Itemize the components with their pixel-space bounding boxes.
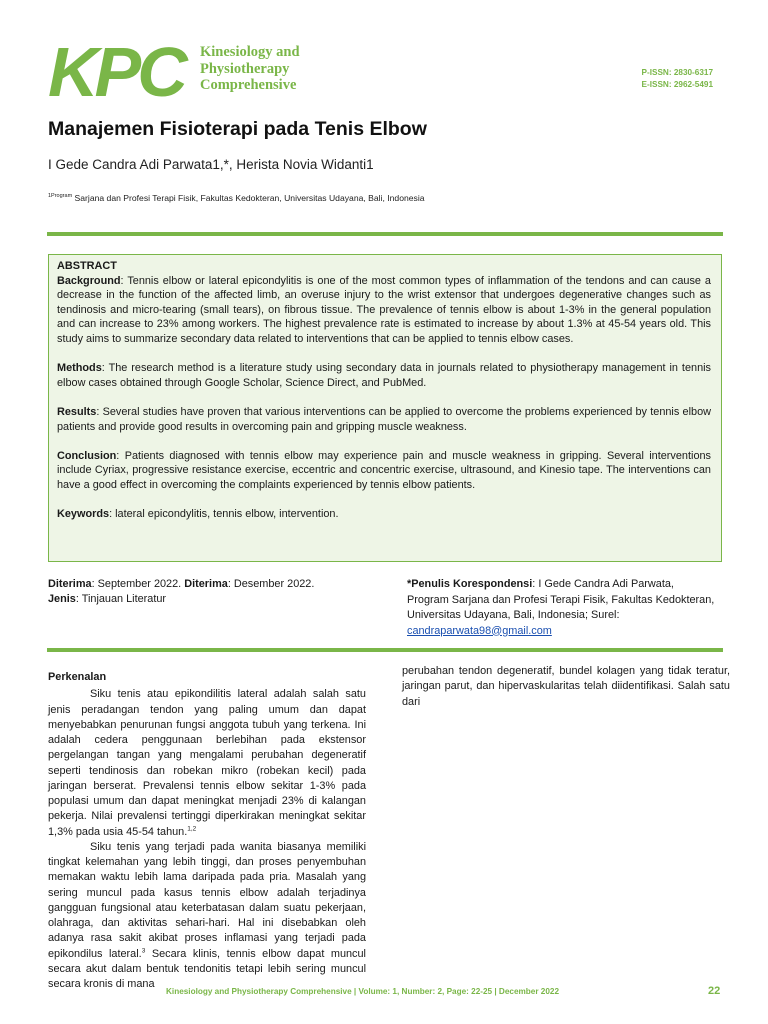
section-heading: Perkenalan (48, 671, 107, 683)
top-divider (47, 232, 723, 236)
abstract-heading: ABSTRACT (57, 260, 117, 272)
page-number: 22 (708, 985, 721, 997)
citation-superscript: 3 (141, 946, 146, 954)
p-issn: P-ISSN: 2830-6317 (641, 68, 713, 77)
affiliation-text: Sarjana dan Profesi Terapi Fisik, Fakultas Kedokteran, Universitas Udayana, Bali, Indonesia (72, 193, 425, 203)
results-text: : Several studies have proven that various interventions can be applied to overcome the problems experienced by tennis elbow patients and provide good results in overcoming pain and gripping muscle weakness. (57, 405, 711, 433)
citation-superscript: 1,2 (187, 824, 197, 832)
logo-line: Comprehensive (200, 77, 297, 93)
results-label: Results (57, 405, 97, 418)
corresponding-text: : I Gede Candra Adi Parwata, Program Sarjana dan Profesi Terapi Fisik, Fakultas Kedokteran, Universitas Udayana, Bali, Indonesia; Surel: (407, 578, 715, 621)
abstract-box (48, 254, 722, 562)
middle-divider (47, 648, 723, 652)
abstract-conclusion (57, 449, 711, 493)
issn-block (642, 67, 713, 91)
article-type: : Tinjauan Literatur (75, 593, 167, 605)
background-text: : Tennis elbow or lateral epicondylitis is one of the most common types of inflammation of the tendons and can cause a decrease in the function of the affected limb, an overuse injury to the wrist extensor that undergoes degenerative changes such as tendinosis and micro-tearing (small tears), on fibrous tissue. The prevalence of tennis elbow is about 1-3% in the general population and can increase to 23% among workers. The highest prevalence rate is estimated to increase by about 1.3% at 45-54 years old. This study aims to summarize secondary data related to interventions that can be applied to tennis elbow cases. (57, 274, 711, 345)
page-footer: Kinesiology and Physiotherapy Comprehensive | Volume: 1, Number: 2, Page: 22-25 | December 2022 (166, 987, 560, 996)
corresponding-label: *Penulis Korespondensi (407, 578, 533, 590)
type-label: Jenis (48, 593, 76, 605)
abstract-background (57, 274, 711, 347)
kpc-logo-mark (48, 38, 198, 102)
e-issn: E-ISSN: 2962-5491 (641, 80, 713, 89)
paragraph-text: Secara klinis, tennis elbow dapat muncul secara akut dalam bentuk tendonitis tetapi lebih sering muncul secara kronis di mana (48, 947, 366, 990)
keywords-text: : lateral epicondylitis, tennis elbow, intervention. (109, 508, 339, 521)
body-paragraph (48, 840, 366, 993)
body-right-column (402, 664, 730, 710)
methods-label: Methods (57, 362, 102, 375)
abstract-keywords (57, 507, 711, 522)
logo-line: Kinesiology and (200, 44, 300, 60)
corresponding-author (407, 577, 717, 639)
logo-letters: KPC (48, 38, 184, 102)
paragraph-text: Siku tenis atau epikondilitis lateral adalah salah satu jenis peradangan tendon yang paling umum dan dapat menyebabkan penurunan fungsi anggota tubuh yang terkena. Ini adalah cedera penggunaan berlebihan pada ekstensor pergelangan tangan yang mengalami perubahan degeneratif seperti tendinosis dan robekan mikro (robekan kecil) pada jaringan berserat. Prevalensi tennis elbow sekitar 1-3% pada populasi umum dan dapat meningkat menjadi 23% di kalangan pekerja. Nilai prevalensi tertinggi diperkirakan meningkat sekitar 1,3% pada usia 45-54 tahun. (48, 688, 366, 838)
logo-journal-name (200, 44, 320, 94)
article-dates (48, 577, 314, 607)
conclusion-text: : Patients diagnosed with tennis elbow may experience pain and muscle weakness in gripping. Several interventions include Cyriax, progressive resistance exercise, eccentric and concentric exercise, ultrasound, and Kinesio tape. The interventions can have a good effect in overcoming the complaints experienced by tennis elbow patients. (57, 449, 711, 491)
body-paragraph: perubahan tendon degeneratif, bundel kolagen yang tidak teratur, jaringan parut, dan hipervaskularitas telah diidentifikasi. Salah satu dari (402, 665, 730, 708)
background-label: Background (57, 274, 121, 287)
body-paragraph (48, 687, 366, 840)
received-date: : September 2022. (91, 578, 185, 590)
journal-logo (48, 38, 308, 108)
received-label: Diterima (48, 578, 92, 590)
abstract-methods (57, 361, 711, 390)
accepted-date: : Desember 2022. (227, 578, 315, 590)
body-left-column (48, 670, 366, 992)
keywords-label: Keywords (57, 508, 110, 521)
article-affiliation (48, 193, 425, 203)
abstract-results (57, 405, 711, 434)
conclusion-label: Conclusion (57, 449, 117, 462)
logo-line: Physiotherapy (200, 60, 290, 77)
article-title: Manajemen Fisioterapi pada Tenis Elbow (48, 118, 427, 140)
paragraph-text: Siku tenis yang terjadi pada wanita biasanya memiliki tingkat kelemahan yang lebih tinggi, dan proses penyembuhan memakan waktu lebih lama daripada pada pria. Masalah yang sering muncul pada kasus tennis elbow adalah terjadinya gangguan fungsional atau keterbatasan dalam suatu pekerjaan, olahraga, dan aktivitas sehari-hari. Hal ini disebabkan oleh adanya rasa sakit akibat proses inflamasi yang terjadi pada epikondilus lateral. (48, 840, 366, 960)
methods-text: : The research method is a literature study using secondary data in journals related to physiotherapy management in tennis elbow cases obtained through Google Scholar, Science Direct, and PubMed. (57, 362, 711, 389)
affiliation-superscript: 1Program (48, 193, 73, 200)
accepted-label: Diterima (184, 578, 228, 590)
article-authors: I Gede Candra Adi Parwata1,*, Herista Novia Widanti1 (48, 157, 374, 172)
author-email-link[interactable]: candraparwata98@gmail.com (407, 624, 552, 637)
